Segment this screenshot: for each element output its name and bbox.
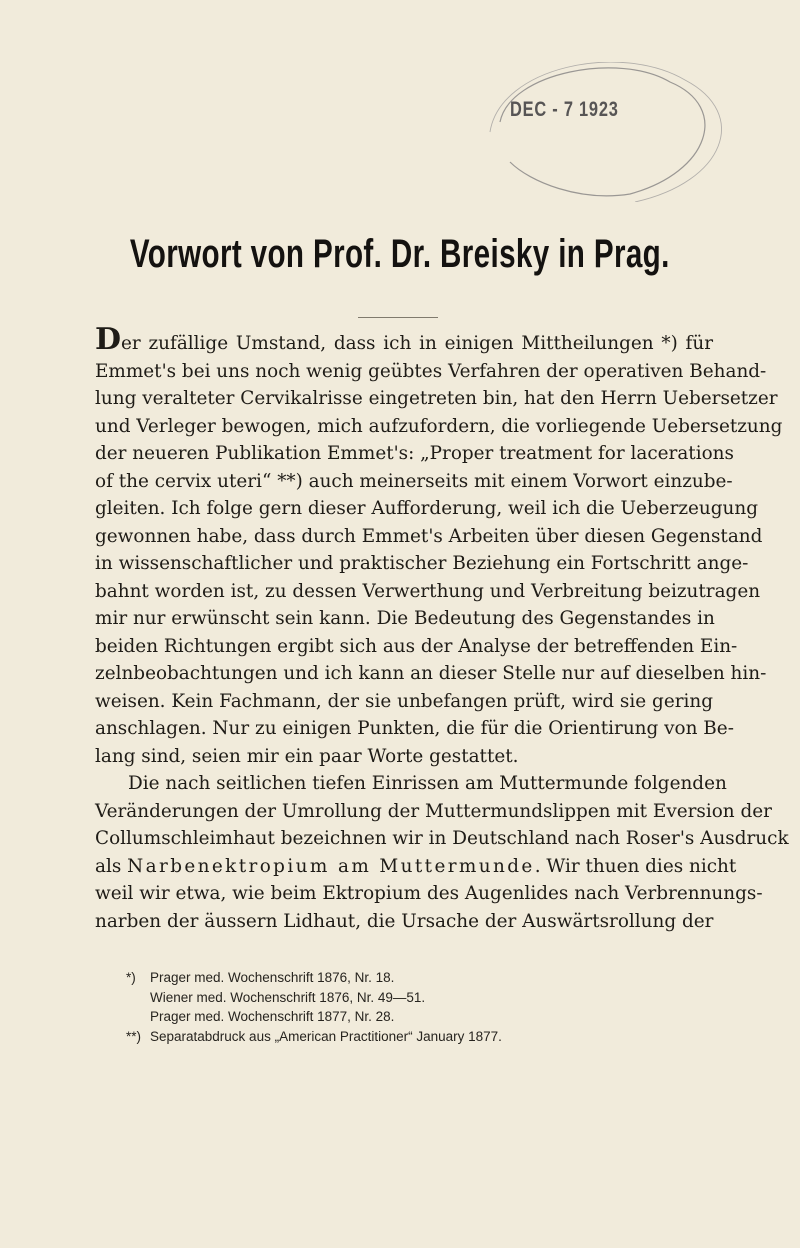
drop-cap: D	[95, 322, 122, 357]
footnote-mark: **)	[126, 1028, 142, 1044]
footnotes	[126, 968, 686, 1046]
text-line: gleiten. Ich folge gern dieser Aufforderung, weil ich die Ueberzeugung	[95, 498, 759, 519]
text-line: weisen. Kein Fachmann, der sie unbefangen prüft, wird sie gering	[95, 690, 713, 712]
spaced-term: Narbenektropium am Muttermunde	[127, 855, 535, 877]
footnote: Wiener med. Wochenschrift 1876, Nr. 49—51.	[150, 989, 426, 1005]
stamp-ring	[470, 62, 760, 202]
title-text: Vorwort von Prof. Dr. Breisky in Prag.	[130, 232, 670, 276]
text-line: und Verleger bewogen, mich aufzufordern, die vorliegende Uebersetzung	[95, 415, 783, 437]
text-line: Der zufällige Umstand, dass ich in einigen Mittheilungen *) für	[95, 322, 713, 357]
text-line: Veränderungen der Umrollung der Muttermundslippen mit Eversion der	[95, 800, 772, 822]
text-line: in wissenschaftlicher und praktischer Beziehung ein Fortschritt ange-	[95, 553, 749, 574]
page-title	[0, 232, 800, 277]
title-divider	[358, 317, 438, 318]
footnote: **) Separatabdruck aus „American Practitioner“ January 1877.	[126, 1027, 686, 1047]
text-line: mir nur erwünscht sein kann. Die Bedeutung des Gegenstandes in	[95, 608, 715, 629]
text-line: beiden Richtungen ergibt sich aus der Analyse der betreffenden Ein-	[95, 635, 738, 657]
footnote: *) Prager med. Wochenschrift 1876, Nr. 18.	[126, 968, 686, 988]
text-line: als Narbenektropium am Muttermunde. Wir thuen dies nicht	[95, 855, 737, 877]
paragraph-1	[95, 322, 783, 770]
library-stamp	[470, 62, 760, 202]
text-line: of the cervix uteri“ **) auch meinerseits mit einem Vorwort einzube-	[95, 470, 733, 492]
text-line: gewonnen habe, dass durch Emmet's Arbeiten über diesen Gegenstand	[95, 525, 763, 547]
text-line: weil wir etwa, wie beim Ektropium des Augenlides nach Verbrennungs-	[95, 883, 763, 904]
text-line: narben der äussern Lidhaut, die Ursache der Auswärtsrollung der	[95, 910, 714, 932]
text-line: zelnbeobachtungen und ich kann an dieser Stelle nur auf dieselben hin-	[95, 663, 767, 684]
text-line: lung veralteter Cervikalrisse eingetreten bin, hat den Herrn Uebersetzer	[95, 388, 778, 409]
text-line: lang sind, seien mir ein paar Worte gestattet.	[95, 745, 519, 767]
footnote: Prager med. Wochenschrift 1877, Nr. 28.	[150, 1009, 395, 1024]
text-line: Die nach seitlichen tiefen Einrissen am Muttermunde folgenden	[128, 773, 727, 794]
text-line: Collumschleimhaut bezeichnen wir in Deutschland nach Roser's Ausdruck	[95, 828, 789, 849]
body-text	[95, 322, 789, 935]
text-line: anschlagen. Nur zu einigen Punkten, die für die Orientirung von Be-	[95, 718, 734, 739]
paragraph-2	[95, 770, 789, 935]
footnote-mark: *)	[126, 970, 136, 985]
text-line: bahnt worden ist, zu dessen Verwerthung und Verbreitung beizutragen	[95, 580, 761, 602]
stamp-date: DEC - 7 1923	[510, 98, 619, 121]
text-line: Emmet's bei uns noch wenig geübtes Verfahren der operativen Behand-	[95, 360, 767, 382]
text-line: der neueren Publikation Emmet's: „Proper treatment for lacerations	[95, 443, 734, 464]
